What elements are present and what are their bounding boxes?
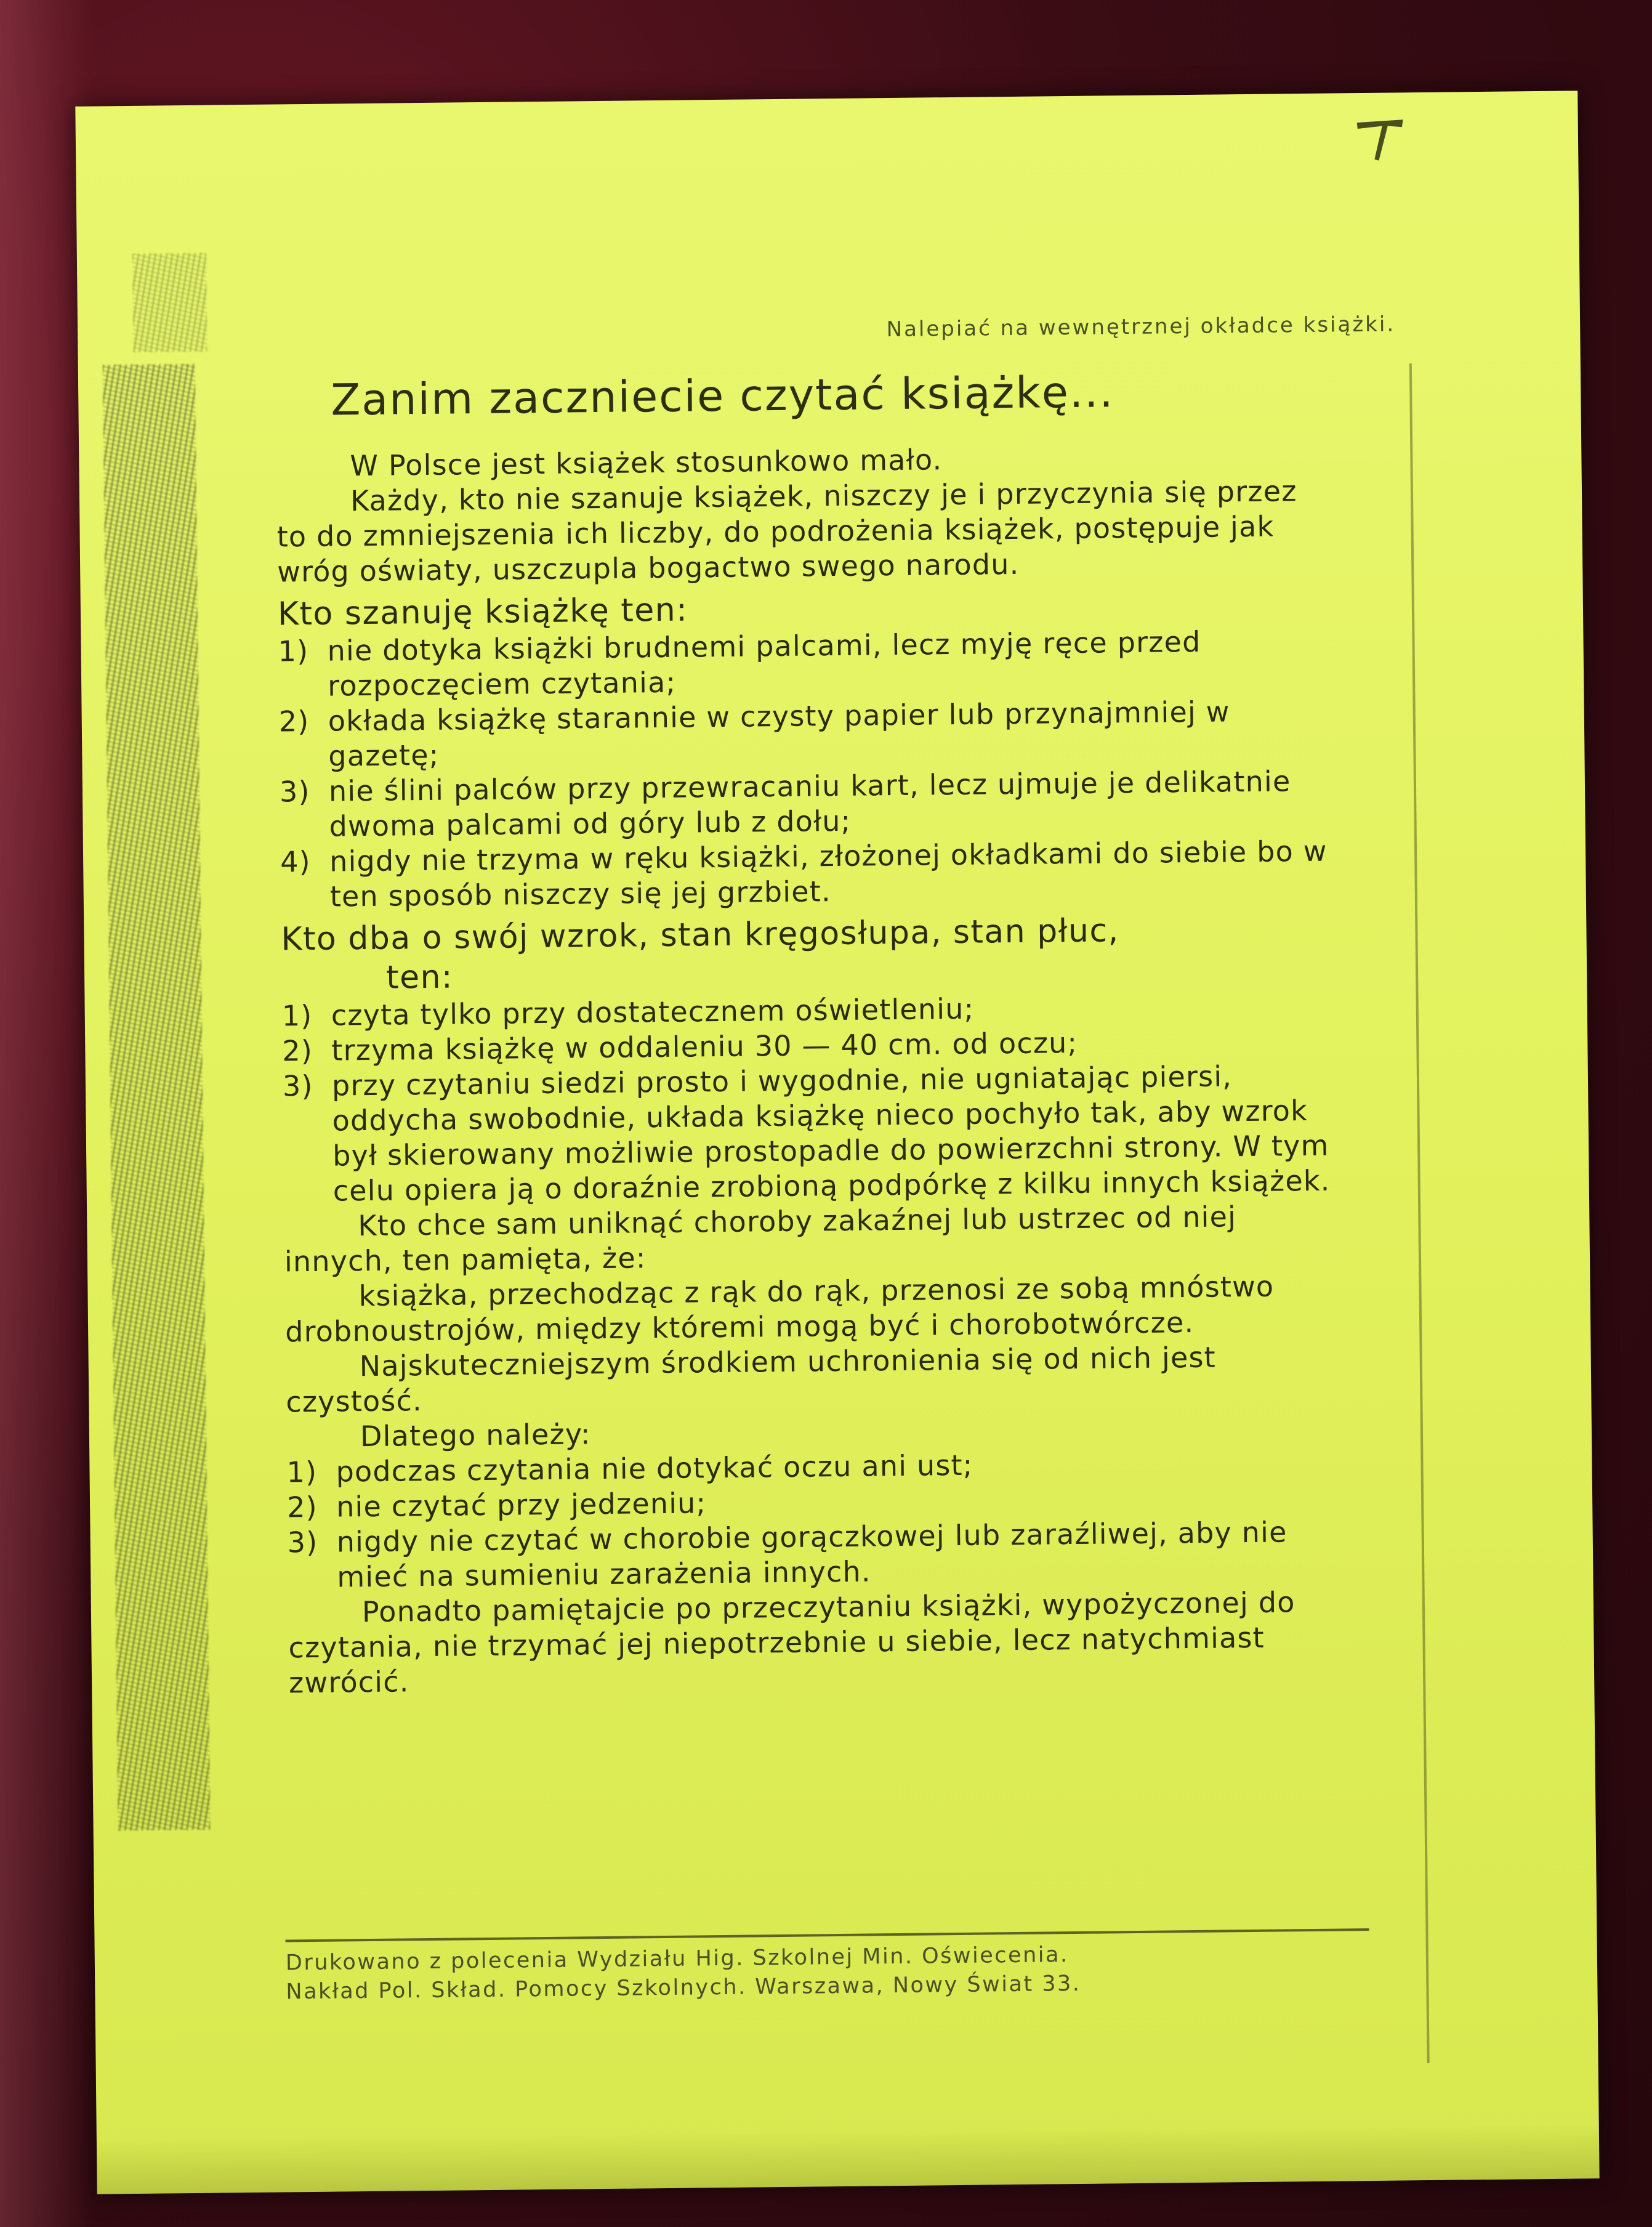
section3-paragraph-2: książka, przechodząc z rąk do rąk, przenosi ze sobą mnóstwo drobnoustrojów, między któremi mogą być i chorobotwórcze. — [284, 1269, 1275, 1349]
document-body — [276, 438, 1348, 1700]
section2-heading: Kto dba o swój wzrok, stan kręgosłupa, stan płuc, — [281, 912, 1119, 958]
list-item — [280, 763, 1339, 844]
list-item-number: 3) — [279, 774, 310, 809]
document-page — [75, 91, 1599, 2194]
section3-paragraph-1: Kto chce sam uniknąć choroby zakaźnej lub ustrzec od niej innych, ten pamięta, że: — [284, 1200, 1237, 1279]
page-shadow — [97, 2123, 1600, 2194]
section3-paragraph-4: Dlatego należy: — [360, 1417, 591, 1453]
list-item — [278, 623, 1337, 704]
list-item-number: 1) — [278, 634, 309, 668]
list-item-number: 4) — [280, 844, 312, 879]
section2-heading-continued: ten: — [385, 958, 454, 996]
list-item-text: okłada książkę starannie w czysty papier lub przynajmniej w gazetę; — [328, 695, 1230, 773]
closing-paragraph: Ponadto pamiętajcie po przeczytaniu książki, wypożyczonej do czytania, nie trzymać jej niepotrzebnie u siebie, lecz natychmiast zwrócić. — [288, 1585, 1295, 1700]
list-item — [278, 693, 1338, 774]
printer-footer — [286, 1938, 1382, 2007]
list-item — [283, 1057, 1343, 1209]
list-item-text: nie czytać przy jedzeniu; — [336, 1486, 707, 1524]
list-item-text: czyta tylko przy dostatecznem oświetleniu; — [331, 992, 975, 1032]
print-smudge-top — [132, 253, 208, 352]
list-item-number: 1) — [286, 1455, 318, 1489]
list-item — [280, 833, 1340, 915]
list-item-number: 1) — [281, 998, 313, 1033]
intro-paragraph-1: W Polsce jest książek stosunkowo mało. — [350, 443, 943, 483]
right-margin-line — [1409, 363, 1430, 2063]
intro-paragraph-2: Każdy, kto nie szanuje książek, niszczy je i przyczynia się przez to do zmniejszenia ich liczby, do podrożenia książek, postępuje jak wróg oświaty, uszczupla bogactwo swego narodu. — [276, 474, 1297, 589]
list-item-number: 2) — [286, 1490, 318, 1524]
list-item-number: 2) — [282, 1033, 313, 1068]
footer-line-2: Nakład Pol. Skład. Pomocy Szkolnych. Warszawa, Nowy Świat 33. — [286, 1971, 1081, 2005]
section1-heading: Kto szanuję książkę ten: — [277, 591, 688, 633]
list-item-text: podczas czytania nie dotykać oczu ani ust; — [336, 1448, 973, 1489]
list-item-number: 3) — [287, 1525, 318, 1559]
page-title: Zanim zaczniecie czytać książkę... — [330, 366, 1114, 426]
list-item-text: nie ślini palców przy przewracaniu kart, lecz ujmuje je delikatnie dwoma palcami od góry lub z dołu; — [328, 764, 1291, 843]
corner-mark-icon — [1354, 117, 1410, 167]
list-item-text: przy czytaniu siedzi prosto i wygodnie, nie ugniatając piersi, oddycha swobodnie, układa książkę nieco pochyło tak, aby wzrok był skierowany możliwie prostopadle do powierzchni strony. W tym celu opiera ją o doraźnie zrobioną podpórkę z kilku innych książek. — [331, 1059, 1331, 1208]
list-item — [287, 1514, 1347, 1595]
paste-instruction: Nalepiać na wewnętrznej okładce książki. — [886, 312, 1396, 342]
section3-paragraph-3: Najskuteczniejszym środkiem uchronienia się od nich jest czystość. — [286, 1340, 1217, 1419]
list-item-text: nigdy nie trzyma w ręku książki, złożonej okładkami do siebie bo w ten sposób niszczy się jej grzbiet. — [329, 834, 1328, 913]
print-smudge-left — [103, 364, 211, 1830]
footer-line-1: Drukowano z polecenia Wydziału Hig. Szkolnej Min. Oświecenia. — [285, 1942, 1069, 1976]
list-item-text: nie dotyka książki brudnemi palcami, lecz myję ręce przed rozpoczęciem czytania; — [327, 624, 1201, 703]
list-item-text: nigdy nie czytać w chorobie gorączkowej lub zaraźliwej, aby nie mieć na sumieniu zarażenia innych. — [336, 1515, 1287, 1594]
list-item-text: trzyma książkę w oddaleniu 30 — 40 cm. od oczu; — [331, 1025, 1078, 1067]
list-item-number: 2) — [278, 704, 310, 738]
list-item-number: 3) — [282, 1069, 313, 1103]
